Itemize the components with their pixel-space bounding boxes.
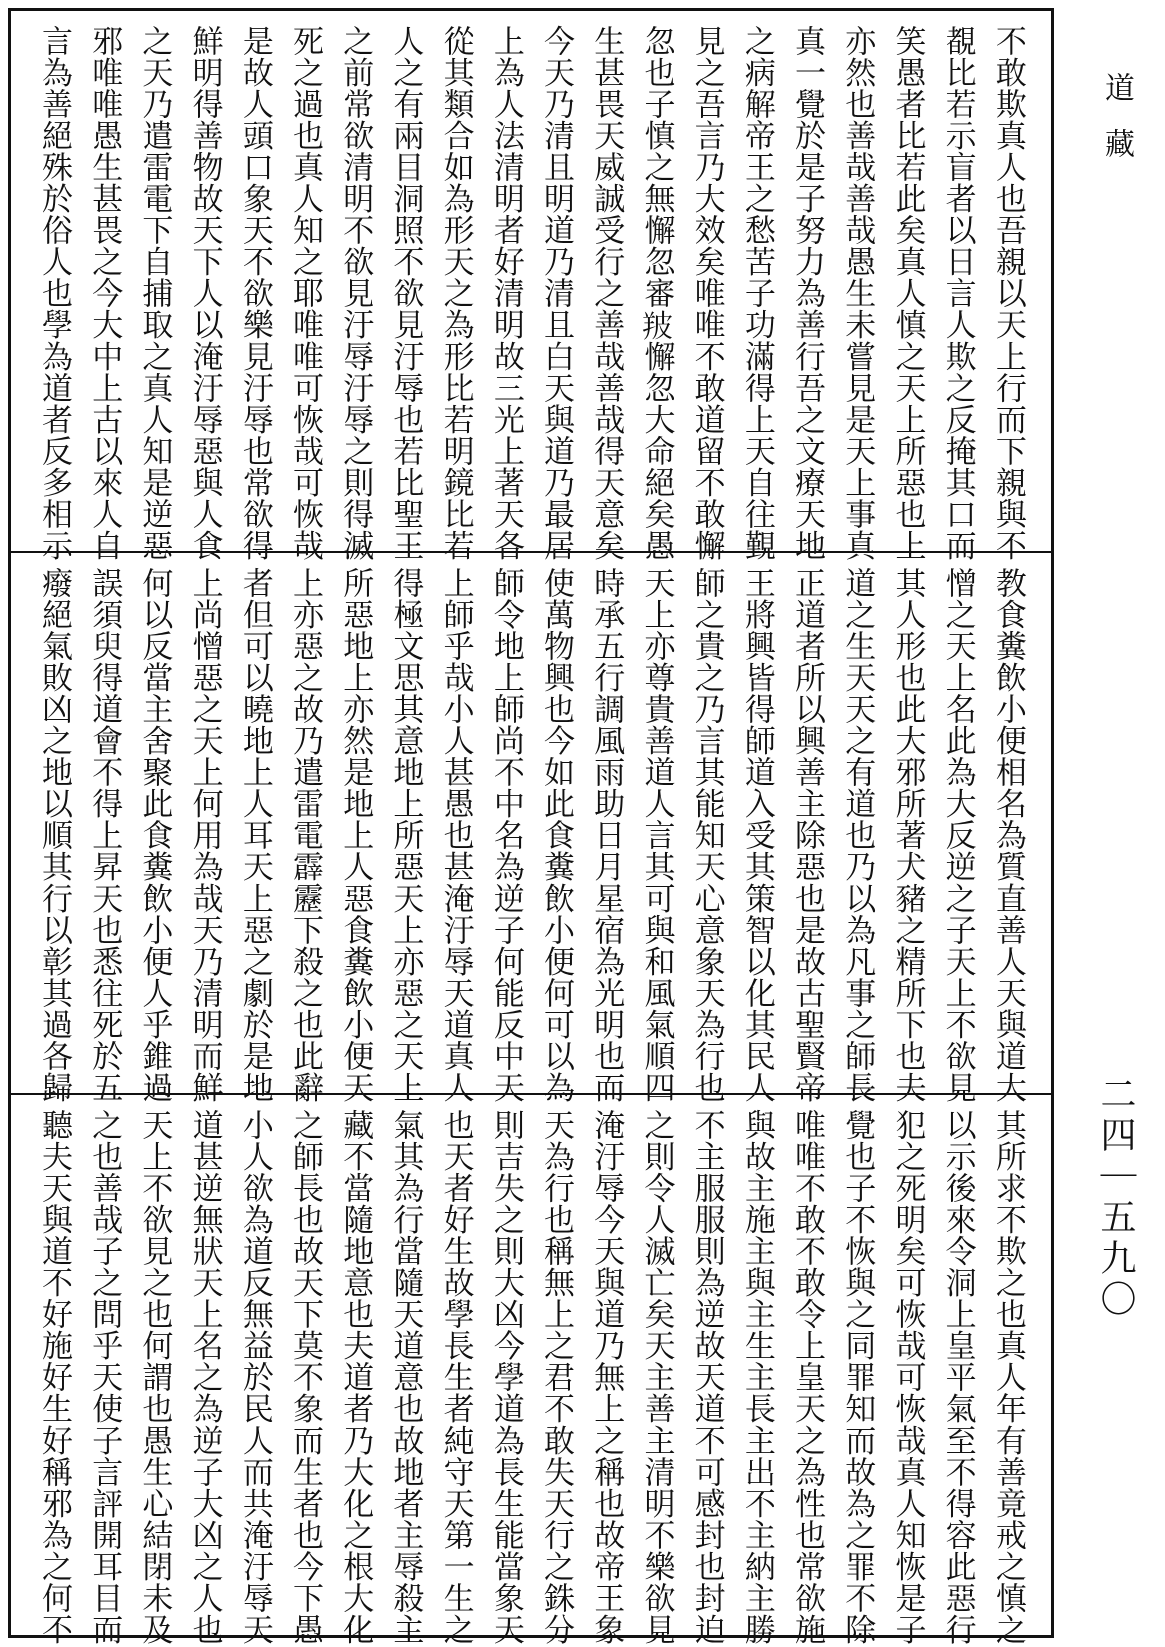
side-margin (1054, 0, 1165, 1647)
text-column: 時承五行調風雨助日月星宿為光明也而 (588, 567, 625, 1104)
text-column: 師令地上師尚不中名為逆子何能反中天 (487, 567, 524, 1104)
text-column: 言為善絕殊於俗人也學為道者反多相示 (36, 25, 72, 562)
text-column: 所惡地上亦然是地上人惡食糞飲小便天 (337, 567, 374, 1104)
text-column: 淹汙辱今天與道乃無上之稱也故帝王象 (588, 1109, 625, 1646)
text-column: 亦然也善哉善哉愚生未嘗見是天上事真 (839, 25, 876, 562)
text-column: 之也善哉子之問乎天使子言評開耳目而 (86, 1109, 123, 1646)
text-column: 藏不當隨地意也夫道者乃大化之根大化 (337, 1109, 374, 1646)
text-column: 邪唯唯愚生甚畏之今大中上古以來人自 (86, 25, 123, 562)
text-column: 誤須臾得道會不得上昇天也悉往死於五 (86, 567, 123, 1104)
text-column: 忽也子慎之無懈忽審𦍷懈忽大命絕矣愚 (638, 25, 675, 562)
text-column: 王將興皆得師道入受其策智以化其民人 (738, 567, 775, 1104)
text-column: 生甚畏天威誠受行之善哉善哉得天意矣 (588, 25, 625, 562)
register-bottom (11, 1095, 1051, 1646)
text-column: 之前常欲清明不欲見汙辱汙辱之則得滅 (337, 25, 374, 562)
text-column: 之病解帝王之愁苦子功滿得上天自往覲 (738, 25, 775, 562)
text-column: 人之有兩目洞照不欲見汙辱也若比聖王 (387, 25, 424, 562)
text-column: 之則令人滅亡矣天主善主清明不樂欲見 (638, 1109, 675, 1646)
text-column: 犯之死明矣可恢哉可恢哉真人知恢是子 (889, 1109, 926, 1646)
text-column: 上亦惡之故乃遣雷電霹靂下殺之也此辭 (287, 567, 324, 1104)
text-column: 則吉失之則大凶今學道為長生能當象天 (487, 1109, 524, 1646)
text-column: 上尚憎惡之天上何用為哉天乃清明而鮮 (186, 567, 223, 1104)
text-column: 使萬物興也今如此食糞飲小便何可以為 (538, 567, 575, 1104)
text-column: 鮮明得善物故天下人以淹汙辱惡與人食 (186, 25, 223, 562)
collection-title: 道藏 (1099, 72, 1134, 184)
text-column: 之天乃遣雷電下自捕取之真人知是逆惡 (136, 25, 173, 562)
text-column: 覩比若示盲者以日言人欺之反掩其口而 (939, 25, 976, 562)
text-column: 之師長也故天下莫不象而生者也今下愚 (287, 1109, 324, 1646)
text-column: 是故人頭口象天不欲樂見汙辱也常欲得 (236, 25, 273, 562)
text-column: 上師乎哉小人甚愚也甚淹汙辱天道真人 (437, 567, 474, 1104)
register-middle (11, 553, 1051, 1104)
text-column: 道甚逆無狀天上名之為逆子大凶之人也 (186, 1109, 223, 1646)
text-column: 不主服服則為逆故天道不可感封也封迫 (688, 1109, 725, 1646)
text-column: 教食糞飲小便相名為質直善人天與道大 (989, 567, 1026, 1104)
text-column: 與故主施主與主生主長主出不主納主勝 (738, 1109, 775, 1646)
text-column: 憎之天上名此為大反逆之子天上不欲見 (939, 567, 976, 1104)
text-column: 真一覺於是子努力為善行吾之文療天地 (789, 25, 826, 562)
text-column: 以示後來令洞上皇平氣至不得容此惡行 (939, 1109, 976, 1646)
text-column: 得極文思其意地上所惡天上亦惡之天上 (387, 567, 424, 1104)
text-column: 癈絕氣敗凶之地以順其行以彰其過各歸 (36, 567, 72, 1104)
text-column: 唯唯不敢不敢令上皇天之為性也常欲施 (789, 1109, 826, 1646)
text-column: 從其類合如為形天之為形比若明鏡比若 (437, 25, 474, 562)
page-number: 二四｜五九〇 (1095, 1075, 1136, 1321)
text-column: 其人形也此大邪所著犬豬之精所下也夫 (889, 567, 926, 1104)
text-column: 天上亦尊貴善道人言其可與和風氣順四 (638, 567, 675, 1104)
text-column: 小人欲為道反無益於民人而共淹汙辱天 (236, 1109, 273, 1646)
page-frame (8, 8, 1054, 1646)
text-column: 氣其為行當隨天道意也故地者主辱殺主 (387, 1109, 424, 1646)
text-column: 死之過也真人知之耶唯唯可恢哉可恢哉 (287, 25, 324, 562)
text-column: 道之生天天之有道也乃以為凡事之師長 (839, 567, 876, 1104)
text-column: 聽夫天與道不好施好生好稱邪為之何不 (36, 1109, 72, 1646)
text-column: 天為行也稱無上之君不敢失天行之銖分 (538, 1109, 575, 1646)
text-column: 不敢欺真人也吾親以天上行而下親與不 (989, 25, 1026, 562)
text-column: 師之貴之乃言其能知天心意象天為行也 (688, 567, 725, 1104)
text-column: 笑愚者比若此矣真人慎之天上所惡也上 (889, 25, 926, 562)
register-top (11, 11, 1051, 562)
text-column: 正道者所以興善主除惡也是故古聖賢帝 (789, 567, 826, 1104)
text-column: 天上不欲見之也何謂也愚生心結閉未及 (136, 1109, 173, 1646)
text-column: 也天者好生故學長生者純守天第一生之 (437, 1109, 474, 1646)
text-column: 今天乃清且明道乃清且白天與道乃最居 (538, 25, 575, 562)
text-column: 見之吾言乃大效矣唯唯不敢道留不敢懈 (688, 25, 725, 562)
text-column: 何以反當主舍聚此食糞飲小便人乎錐過 (136, 567, 173, 1104)
text-column: 者但可以曉地上人耳天上惡之劇於是地 (236, 567, 273, 1104)
text-column: 覺也子不恢與之同罪知而故為之罪不除 (839, 1109, 876, 1646)
text-column: 上為人法清明者好清明故三光上著天各 (487, 25, 524, 562)
text-column: 其所求不欺之也真人年有善竟戒之慎之 (989, 1109, 1026, 1646)
